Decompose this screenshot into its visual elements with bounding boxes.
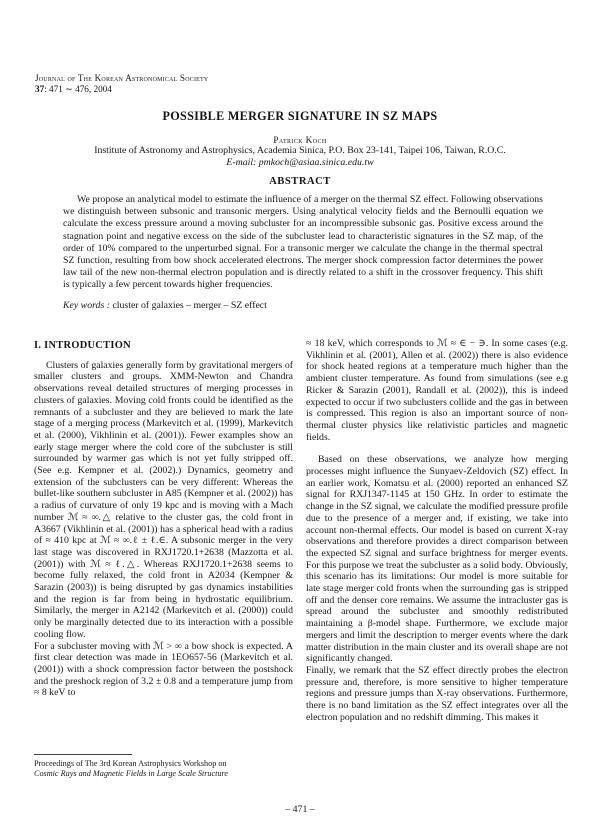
abstract-text: We propose an analytical model to estimate the influence of a merger on the thermal SZ effect. Following observations we distinguish between subsonic and transonic mergers. Using analytical velocity fields and the Bernoulli equation we calculate the excess pressure around a moving subcluster for an incompressible subsonic gas. Positive excess around the stagnation point and negative excess on the side of the subcluster lead to characteristic signatures in the SZ map, of the order of 10% compared to the unperturbed signal. For a transonic merger we calculate the change in the thermal spectral SZ function, resulting from bow shock accelerated electrons. The merger shock compression factor determines the power law tail of the new non-thermal electron population and is directly related to a shift in the crossover frequency. This shift is typically a few percent towards higher frequencies.: [63, 194, 543, 291]
section-heading-introduction: I. INTRODUCTION: [34, 340, 131, 351]
journal-pages: : 471 ∼ 476, 2004: [44, 84, 112, 94]
paper-title: POSSIBLE MERGER SIGNATURE IN SZ MAPS: [162, 109, 438, 123]
left-column: [34, 340, 293, 699]
paragraph: Clusters of galaxies generally form by gravitational mergers of smaller clusters and groups. XMM-Newton and Chandra observations reveal detailed structures of merging processes in clusters of galaxies. Moving cold fronts could be identified as the remnants of a subcluster and they are believed to mark the late stage of a merging process (Markevitch et al. (1999), Markevitch et al. (2000), Vikhlinin et al. (2001)). Fewer examples show an early stage merger where the cold core of the subcluster is still surrounded by warmer gas which is not yet fully stripped off. (See e.g. Kempner et al. (2002).) Dynamics, geometry and extension of the subclusters can be very different: Whereas the bullet-like southern subcluster in A85 (Kempner et al. (2002)) has a radius of curvature of only 19 kpc and is moving with a Mach number ℳ ≈ ∞.△ relative to the cluster gas, the cold front in A3667 (Vikhlinin et al. (2001)) has a spherical head with a radius of ≈ 410 kpc at ℳ ≈ ∞.ℓ ± ℓ.∈. A subsonic merger in the very last stage was discovered in RXJ1720.1+2638 (Mazzotta et al. (2001)) with ℳ ≈ ℓ.△. Whereas RXJ1720.1+2638 seems to become fully relaxed, the cold front in A2034 (Kempner & Sarazin (2003)) is being disrupted by gas dynamics instabilities and the region is far from being in hydrostatic equilibrium. Similarly, the merger in A2142 (Markevitch et al. (2000)) could only be marginally detected due to its interaction with a possible cooling flow.: [34, 359, 293, 640]
paragraph: Based on these observations, we analyze how merging processes might influence the Sunyaev-Zeldovich (SZ) effect. In an earlier work, Komatsu et al. (2000) reported an enhanced SZ signal for RXJ1347-1145 at 150 GHz. In order to estimate the change in the SZ signal, we calculate the modified pressure profile due to the presence of a merger and, if existing, we take into account non-thermal effects. Our model is based on current X-ray observations and therefore provides a direct comparison between the expected SZ signal and surface brightness for merger events. For this purpose we treat the subcluster as a solid body. Obviously, this scenario has its limitations: Our model is more suitable for late stage merger cold fronts when the surrounding gas is stripped off and the denser core remains. We assume the intracluster gas is spread around the subcluster and smoothly redistributed maintaining a β-model shape. Furthermore, we exclude major mergers and limit the description to merger events where the dark matter distribution in the main cluster and its overall shape are not significantly changed.: [306, 454, 568, 665]
keywords: [63, 300, 267, 311]
author-name: Patrick Koch: [273, 135, 327, 145]
footnote-line-2: Cosmic Rays and Magnetic Fields in Large Scale Structure: [34, 769, 229, 778]
journal-name: Journal of The Korean Astronomical Society: [35, 73, 209, 83]
right-column: [306, 338, 568, 724]
author-email: E-mail: pmkoch@asiaa.sinica.edu.tw: [226, 157, 374, 168]
author-affiliation: Institute of Astronomy and Astrophysics, Academia Sinica, P.O. Box 23-141, Taipei 106, Taiwan, R.O.C.: [94, 145, 506, 156]
footnote-rule: [34, 754, 132, 755]
paragraph: ≈ 18 keV, which corresponds to ℳ ≈ ∈ − ∋. In some cases (e.g. Vikhlinin et al. (2001), Allen et al. (2002)) there is also evidence for shock heated regions at a temperature much higher than the ambient cluster temperature. As found from simulations (see e.g Ricker & Sarazin (2001), Randall et al. (2002)), this is indeed expected to occur if two subclusters collide and the gas in between is compressed. This region is also an important source of non-thermal cluster physics like relativistic particles and magnetic fields.: [306, 338, 568, 443]
footnote-line-1: Proceedings of The 3rd Korean Astrophysics Workshop on: [34, 759, 227, 768]
journal-header: [35, 73, 208, 95]
keywords-label: Key words :: [63, 300, 110, 311]
journal-volume-line: [35, 84, 208, 95]
paragraph: Finally, we remark that the SZ effect directly probes the electron pressure and, therefore, is more sensitive to higher temperature regions and pressure jumps than X-ray observations. Furthermore, there is no band limitation as the SZ effect integrates over all the electron population and no redshift dimming. This makes it: [306, 664, 568, 723]
keywords-value: cluster of galaxies – merger – SZ effect: [112, 300, 267, 311]
journal-volume: 37: [35, 84, 45, 94]
abstract-heading: ABSTRACT: [269, 176, 331, 187]
paragraph: For a subcluster moving with ℳ > ∞ a bow shock is expected. A first clear detection was made in 1EO657-56 (Markevitch et al. (2001)) with a shock compression factor between the postshock and the preshock region of 3.2 ± 0.8 and a temperature jump from ≈ 8 keV to: [34, 640, 293, 699]
page-number: – 471 –: [285, 804, 315, 815]
footnote: [34, 759, 296, 779]
